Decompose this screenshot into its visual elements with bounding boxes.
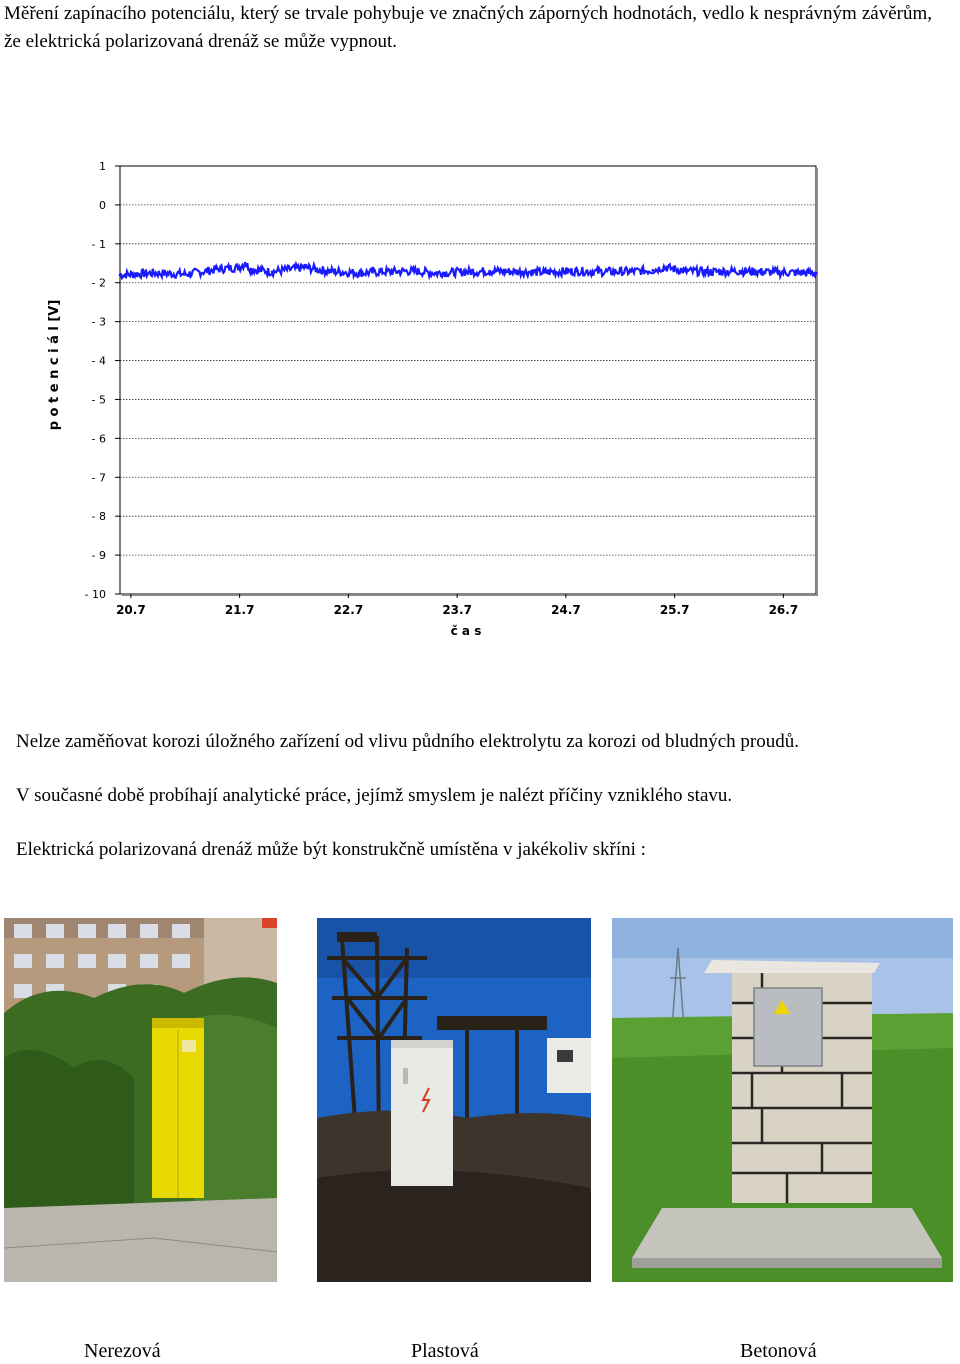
data-point — [771, 271, 774, 274]
data-point — [662, 266, 665, 269]
y-ticks — [85, 160, 120, 601]
data-point — [488, 270, 491, 273]
x-tick-label: 21.7 — [224, 603, 255, 617]
data-point — [652, 269, 655, 272]
y-tick-label: - 1 — [91, 237, 106, 251]
paragraph-analysis: V současné době probíhají analytické práce, jejímž smyslem je nalézt příčiny vzniklého stavu. — [16, 785, 733, 806]
data-point — [249, 268, 252, 271]
x-tick-label: 20.7 — [116, 603, 146, 617]
data-point — [358, 272, 361, 275]
data-point — [325, 270, 328, 273]
x-ticks — [116, 594, 798, 617]
data-point — [739, 270, 742, 273]
y-tick-label: - 2 — [91, 276, 106, 290]
y-tick-label: - 4 — [91, 354, 106, 368]
data-point — [815, 272, 818, 275]
y-tick-label: - 5 — [91, 393, 106, 407]
data-point — [244, 262, 247, 265]
paragraph-corrosion: Nelze zaměňovat korozi úložného zařízení od vlivu půdního elektrolytu za korozi od bludných proudů. — [16, 731, 799, 752]
photo-plastic-cabinet — [317, 918, 591, 1282]
plot-frame — [120, 166, 816, 594]
y-tick-label: 1 — [99, 160, 106, 173]
y-tick-label: - 6 — [91, 432, 106, 446]
data-point — [434, 272, 437, 275]
y-tick-label: - 10 — [84, 588, 106, 601]
intro-paragraph: Měření zapínacího potenciálu, který se trvale pohybuje ve značných záporných hodnotách, vedlo k nesprávným závěrům, že elektrická polarizovaná drenáž se může vypnout. — [4, 3, 932, 52]
y-tick-label: 0 — [99, 198, 106, 212]
photo-concrete-cabinet — [612, 918, 953, 1282]
caption-concrete: Betonová — [740, 1340, 817, 1362]
data-point — [271, 270, 274, 273]
data-point — [217, 268, 220, 271]
y-tick-label: - 9 — [91, 549, 106, 563]
chart-grid — [120, 205, 816, 555]
x-tick-label: 26.7 — [768, 603, 799, 617]
potential-chart — [36, 150, 836, 650]
data-point — [304, 266, 307, 269]
data-point — [206, 270, 209, 273]
y-axis-label: p o t e n c i á l [V] — [47, 299, 62, 431]
x-tick-label: 22.7 — [333, 603, 364, 617]
data-point — [575, 270, 578, 273]
y-tick-label: - 7 — [91, 471, 106, 485]
x-tick-label: 24.7 — [551, 603, 581, 617]
data-point — [412, 270, 415, 273]
x-tick-label: 23.7 — [442, 603, 472, 617]
data-point — [119, 274, 122, 277]
y-tick-label: - 8 — [91, 510, 106, 524]
data-point — [597, 270, 600, 273]
data-point — [521, 270, 524, 273]
x-tick-label: 25.7 — [659, 603, 690, 617]
data-point — [238, 266, 241, 269]
paragraph-cabinet: Elektrická polarizovaná drenáž může být konstrukčně umístěna v jakékoliv skříni : — [16, 839, 646, 860]
data-point — [467, 270, 470, 273]
data-point — [543, 271, 546, 274]
y-tick-label: - 3 — [91, 315, 106, 329]
data-point — [684, 270, 687, 273]
data-point — [151, 272, 154, 275]
x-axis-label: č a s — [450, 624, 482, 638]
data-point — [630, 270, 633, 273]
caption-stainless: Nerezová — [84, 1340, 161, 1362]
photo-stainless-cabinet — [4, 918, 277, 1282]
data-point — [380, 270, 383, 273]
series-layer — [119, 262, 818, 278]
caption-plastic: Plastová — [411, 1340, 479, 1362]
data-point — [706, 270, 709, 273]
data-point — [184, 273, 187, 276]
